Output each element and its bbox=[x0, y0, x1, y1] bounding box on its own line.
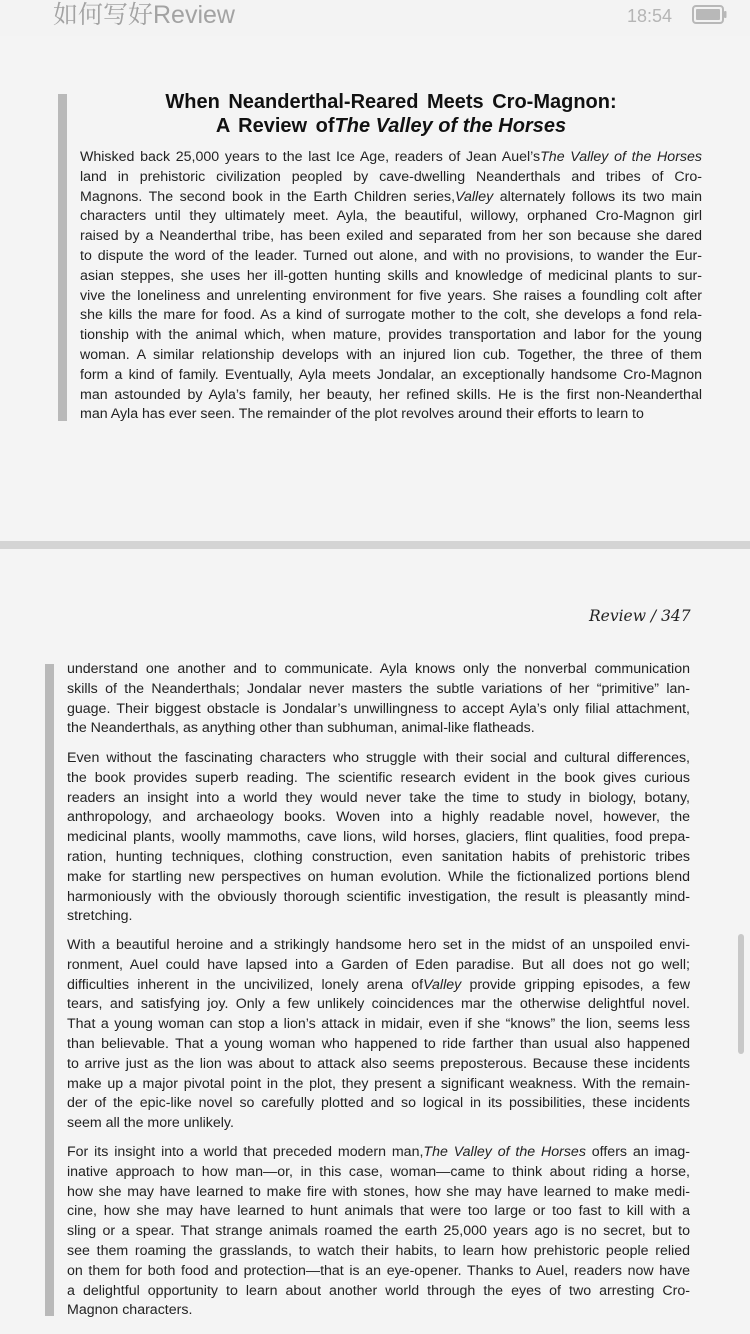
margin-bar bbox=[58, 94, 67, 421]
text-line bbox=[67, 1143, 690, 1163]
text-run: harmoniously with the obviously thorough scientific investigation, the result is pleasantly mind- bbox=[67, 888, 690, 905]
text-run: anthropology, and archaeology books. Woven into a highly readable novel, however, the bbox=[67, 809, 690, 826]
text-run: offers an imag- bbox=[585, 1144, 690, 1160]
text-line bbox=[67, 1094, 690, 1114]
text-run: man astounded by Ayla’s family, her beauty, her refined skills. He is the first non-Neanderthal bbox=[80, 386, 702, 403]
text-line bbox=[80, 148, 702, 168]
scrollbar[interactable] bbox=[738, 934, 744, 1054]
status-bar bbox=[0, 0, 750, 36]
text-line bbox=[80, 168, 702, 188]
text-run: a delightful opportunity to learn about another world through the eyes of two arresting Cro- bbox=[67, 1282, 690, 1299]
text-line bbox=[67, 888, 690, 908]
text-line bbox=[67, 936, 690, 956]
text-line bbox=[67, 848, 690, 868]
text-line bbox=[67, 719, 690, 739]
italic-title: Valley bbox=[423, 976, 462, 993]
margin-bar bbox=[45, 664, 54, 1316]
text-run: than believable. That a young woman who happened to ride farther than usual also happened bbox=[67, 1035, 690, 1052]
text-line bbox=[67, 956, 690, 976]
text-run: see them roaming the grasslands, to watch their habits, to learn how prehistoric people relied bbox=[67, 1242, 690, 1259]
text-line bbox=[80, 346, 702, 366]
text-run: Even without the fascinating characters who struggle with their social and cultural differences, bbox=[67, 750, 690, 766]
text-run: the Neanderthals, as anything other than subhuman, animal-like flatheads. bbox=[67, 720, 535, 737]
title-line-2 bbox=[80, 114, 702, 138]
text-run: land in prehistoric civilization peopled by cave-dwelling Neanderthals and tribes of Cro- bbox=[80, 168, 702, 185]
text-line bbox=[67, 680, 690, 700]
text-line bbox=[67, 976, 690, 996]
text-line bbox=[67, 1301, 690, 1321]
text-line bbox=[67, 828, 690, 848]
text-run: guage. Their biggest obstacle is Jondalar’s unwillingness to accept Ayla’s only filial attachment, bbox=[67, 700, 690, 717]
document-page-1 bbox=[0, 36, 750, 541]
text-run: medicinal plants, woolly mammoths, cave lions, wild horses, glaciers, flint qualities, food prepa- bbox=[67, 829, 690, 846]
text-run: That a young woman can stop a lion’s attack in midair, even if she “knows” the lion, seems less bbox=[67, 1016, 690, 1033]
text-line bbox=[80, 227, 702, 247]
text-line bbox=[67, 789, 690, 809]
text-line bbox=[67, 1262, 690, 1282]
text-run: raised by a Neanderthal tribe, has been exiled and separated from her son because she dared bbox=[80, 228, 702, 245]
text-run: ration, hunting techniques, clothing construction, even sanitation habits of prehistoric tribes bbox=[67, 848, 690, 865]
document-page-2 bbox=[0, 549, 750, 1334]
title-line-1: When Neanderthal-Reared Meets Cro-Magnon: bbox=[165, 91, 617, 113]
text-run: tionship with the animal which, when mature, provides transportation and labor for the young bbox=[80, 327, 702, 344]
article-title bbox=[80, 90, 702, 138]
text-line bbox=[80, 386, 702, 406]
text-run: ronment, Auel could have lapsed into a Garden of Eden paradise. But all does not go well; bbox=[67, 956, 690, 973]
intro-paragraph bbox=[80, 148, 702, 425]
text-run: the book provides superb reading. The scientific research evident in the book gives curious bbox=[67, 769, 690, 786]
page-divider bbox=[0, 541, 750, 549]
text-line bbox=[67, 1035, 690, 1055]
text-line bbox=[67, 1242, 690, 1262]
italic-title: The Valley of the Horses bbox=[540, 149, 702, 165]
text-line bbox=[80, 405, 702, 425]
running-head: Review / 347 bbox=[589, 607, 691, 625]
text-run: asian steppes, she uses her ill-gotten hunting skills and knowledge of medicinal plants to sur- bbox=[80, 267, 702, 284]
battery-full-icon bbox=[692, 5, 727, 24]
text-line bbox=[80, 326, 702, 346]
text-run: skills of the Neanderthals; Jondalar never masters the subtle variations of her “primitive” lan- bbox=[67, 680, 690, 697]
text-line bbox=[67, 995, 690, 1015]
text-run: Magnon characters. bbox=[67, 1302, 193, 1319]
paragraph-continuation bbox=[67, 660, 690, 739]
text-run: For its insight into a world that preceded modern man, bbox=[67, 1144, 424, 1160]
text-run: make up a major pivotal point in the plot, they present a significant weakness. With the remain- bbox=[67, 1075, 690, 1092]
title-prefix: A Review of bbox=[215, 115, 335, 137]
book-title: The Valley of the Horses bbox=[334, 115, 567, 137]
text-line bbox=[67, 1282, 690, 1302]
text-run: provide gripping episodes, a few bbox=[461, 976, 690, 993]
text-line bbox=[67, 749, 690, 769]
text-run: make for startling new perspectives on human evolution. While the fictionalized portions blend bbox=[67, 868, 690, 885]
clock: 18:54 bbox=[627, 6, 673, 26]
text-line bbox=[67, 868, 690, 888]
text-run: vive the loneliness and unrelenting environment for five years. She raises a foundling colt after bbox=[80, 287, 702, 304]
app-title: 如何写好Review bbox=[53, 1, 235, 29]
text-line bbox=[67, 1163, 690, 1183]
italic-title: The Valley of the Horses bbox=[423, 1144, 586, 1160]
text-run: characters until they ultimately meet. Ayla, the beautiful, willowy, orphaned Cro-Magnon girl bbox=[80, 208, 702, 225]
text-run: readers an insight into a world they would never take the time to study in biology, botany, bbox=[67, 789, 690, 806]
text-run: to dispute the word of the leader. Turned out alone, and with no provisions, to wander the Eur- bbox=[80, 247, 702, 264]
text-run: tears, and satisfying joy. Only a few unlikely coincidences mar the otherwise delightful novel. bbox=[67, 996, 690, 1013]
text-line bbox=[80, 247, 702, 267]
text-line bbox=[67, 1075, 690, 1095]
text-line bbox=[67, 1015, 690, 1035]
text-line bbox=[67, 769, 690, 789]
text-run: inative approach to how man—or, in this case, woman—came to think about riding a horse, bbox=[67, 1163, 690, 1180]
text-run: cine, how she may have learned to hunt animals that were too large or too fast to kill with a bbox=[67, 1203, 690, 1220]
text-line bbox=[67, 1202, 690, 1222]
text-run: how she may have learned to make fire with stones, how she may have learned to make medi- bbox=[67, 1183, 690, 1200]
text-line bbox=[67, 1222, 690, 1242]
text-run: seem all the more unlikely. bbox=[67, 1115, 234, 1132]
text-line bbox=[80, 366, 702, 386]
text-run: she kills the mare for food. As a kind of surrogate mother to the colt, she develops a fond rela- bbox=[80, 307, 702, 324]
text-line bbox=[67, 907, 690, 927]
text-run: on them for both food and protection—that is an eye-opener. Thanks to Auel, readers now have bbox=[67, 1262, 690, 1279]
text-run: alternately follows its two main bbox=[493, 188, 702, 205]
text-run: man Ayla has ever seen. The remainder of the plot revolves around their efforts to learn to bbox=[80, 406, 644, 423]
text-line bbox=[67, 1183, 690, 1203]
paragraph-science bbox=[67, 749, 690, 927]
text-line bbox=[67, 700, 690, 720]
text-run: Whisked back 25,000 years to the last Ice Age, readers of Jean Auel’s bbox=[80, 149, 541, 165]
text-line bbox=[67, 808, 690, 828]
text-line bbox=[80, 306, 702, 326]
paragraph-weakness bbox=[67, 936, 690, 1134]
text-line bbox=[67, 1114, 690, 1134]
text-run: der of the epic-like novel so carefully plotted and so logical in its possibilities, these incidents bbox=[67, 1095, 690, 1112]
text-run: Magnons. The second book in the Earth Children series, bbox=[80, 188, 456, 205]
text-run: sling or a spear. That strange animals roamed the earth 25,000 years ago is no secret, but to bbox=[67, 1223, 690, 1240]
text-line bbox=[67, 1055, 690, 1075]
text-line bbox=[80, 267, 702, 287]
text-line bbox=[80, 287, 702, 307]
text-line bbox=[67, 660, 690, 680]
text-line bbox=[80, 188, 702, 208]
text-line bbox=[80, 207, 702, 227]
text-run: woman. A similar relationship develops with an injured lion cub. Together, the three of them bbox=[80, 346, 702, 363]
text-run: With a beautiful heroine and a strikingly handsome hero set in the midst of an unspoiled envi- bbox=[67, 937, 690, 953]
text-run: stretching. bbox=[67, 908, 133, 925]
italic-title: Valley bbox=[455, 188, 494, 205]
paragraph-conclusion bbox=[67, 1143, 690, 1321]
text-run: to arrive just as the lion was about to attack also seems preposterous. Because these incidents bbox=[67, 1055, 690, 1072]
text-run: form a kind of family. Eventually, Ayla meets Jondalar, an exceptionally handsome Cro-Magnon bbox=[80, 366, 702, 383]
text-run: understand one another and to communicate. Ayla knows only the nonverbal communication bbox=[67, 661, 690, 677]
text-run: difficulties inherent in the uncivilized, lonely arena of bbox=[67, 976, 424, 993]
